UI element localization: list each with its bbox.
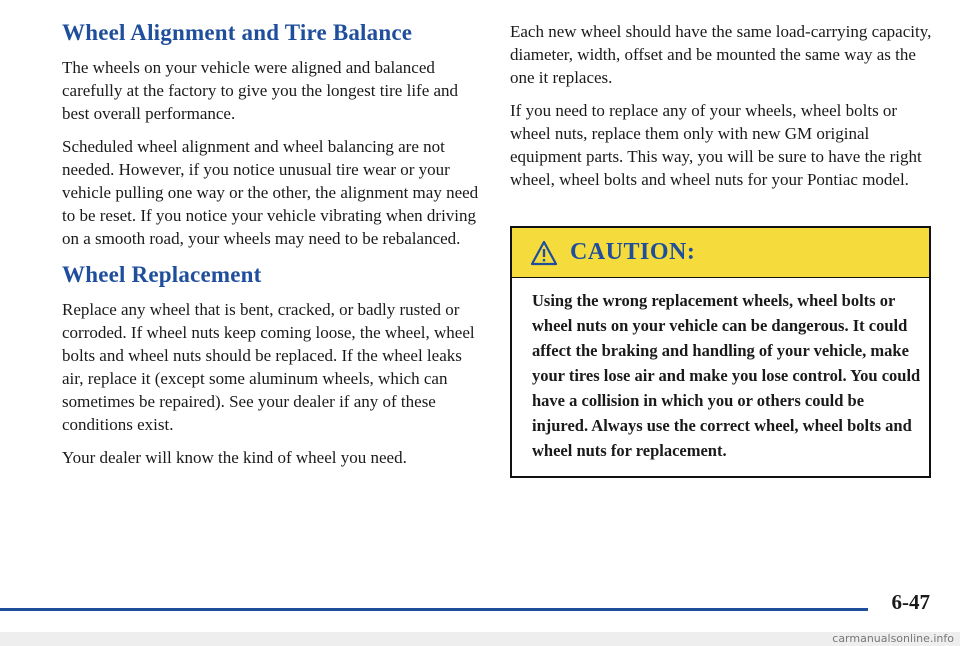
paragraph: The wheels on your vehicle were aligned and balanced carefully at the factory to give you the longest tire life and best overall performance. <box>62 58 459 123</box>
left-column <box>62 0 482 469</box>
paragraph: Each new wheel should have the same load-carrying capacity, diameter, width, offset and be mounted the same way as the one it replaces. <box>510 22 932 87</box>
warning-triangle-icon <box>530 240 558 266</box>
bottom-strip <box>0 632 960 646</box>
footer-rule <box>0 608 868 611</box>
caution-title: CAUTION: <box>570 239 696 265</box>
right-column <box>510 0 935 191</box>
section-heading-wheel-replacement: Wheel Replacement <box>62 262 262 287</box>
caution-text: Using the wrong replacement wheels, wheel bolts or wheel nuts on your vehicle can be dangerous. It could affect the braking and handling of your vehicle, make your tires lose air and make you lose control. You could have a collision in which you or others could be injured. Always use the correct wheel, wheel bolts and wheel nuts for replacement. <box>532 291 921 460</box>
paragraph: Your dealer will know the kind of wheel you need. <box>62 448 407 467</box>
section-heading-wheel-alignment: Wheel Alignment and Tire Balance <box>62 20 413 45</box>
caution-header <box>512 228 929 278</box>
paragraph: Scheduled wheel alignment and wheel balancing are not needed. However, if you notice unusual tire wear or your vehicle pulling one way or the other, the alignment may need to be reset. If you notice your vehicle vibrating when driving on a smooth road, your wheels may need to be rebalanced. <box>62 137 479 248</box>
watermark: carmanualsonline.info <box>832 632 954 645</box>
paragraph: If you need to replace any of your wheels, wheel bolts or wheel nuts, replace them only with new GM original equipment parts. This way, you will be sure to have the right wheel, wheel bolts and wheel nuts for your Pontiac model. <box>510 101 922 189</box>
caution-box <box>510 226 931 478</box>
page-number: 6-47 <box>891 590 930 614</box>
paragraph: Replace any wheel that is bent, cracked, or badly rusted or corroded. If wheel nuts keep coming loose, the wheel, wheel bolts and wheel nuts should be replaced. If the wheel leaks air, replace it (except some aluminum wheels, which can sometimes be repaired). See your dealer if any of these conditions exist. <box>62 300 475 434</box>
